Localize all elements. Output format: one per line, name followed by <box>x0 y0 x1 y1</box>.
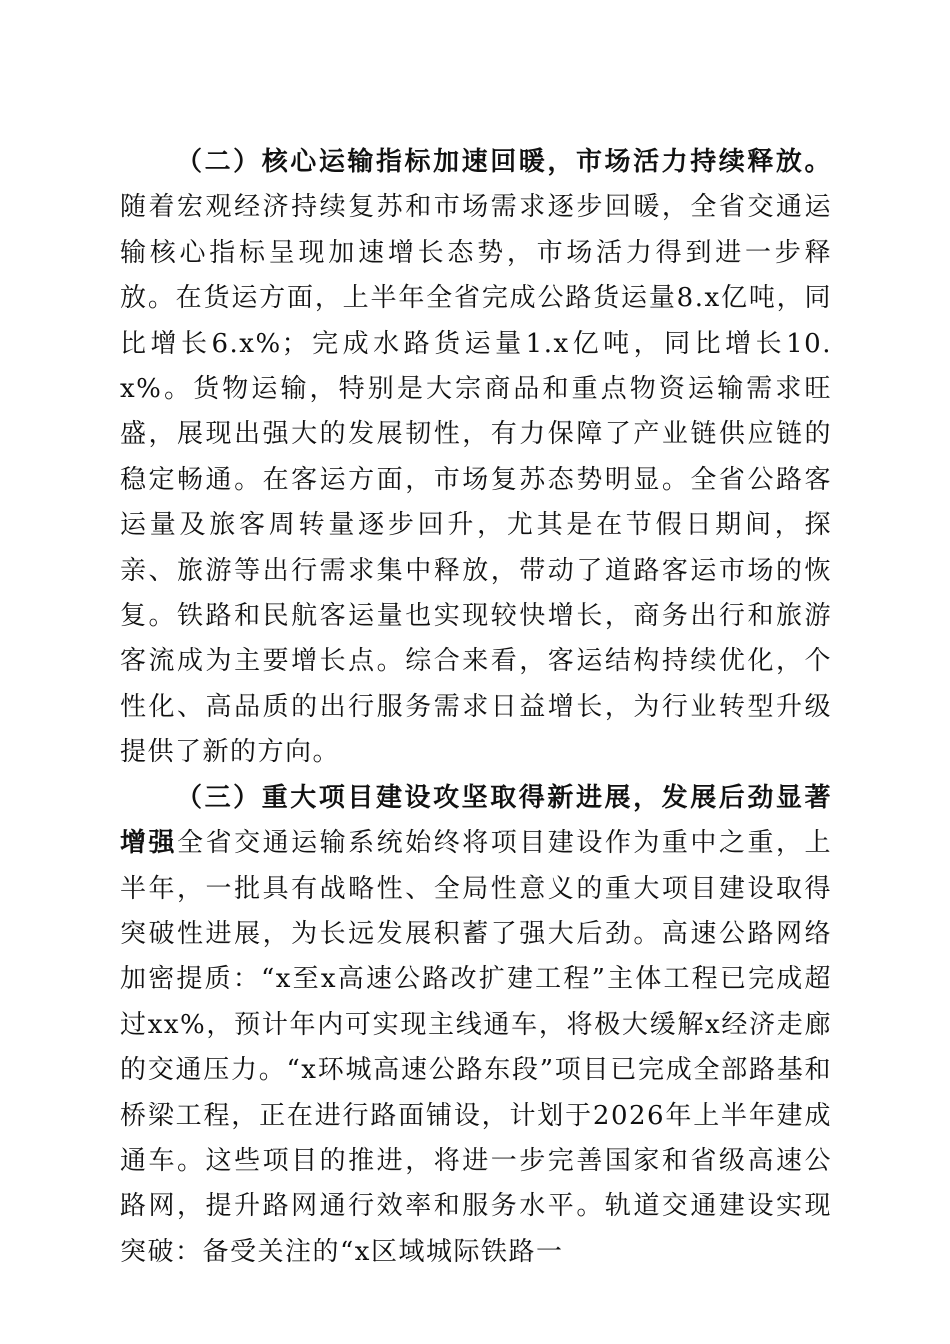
section-3-body: 全省交通运输系统始终将项目建设作为重中之重，上半年，一批具有战略性、全局性意义的重大项目建设取得突破性进展，为长远发展积蓄了强大后劲。高速公路网络加密提质：“x至x高速公路改扩建工程”主体工程已完成超过xx%，预计年内可实现主线通车，将极大缓解x经济走廊的交通压力。“x环城高速公路东段”项目已完成全部路基和桥梁工程，正在进行路面铺设，计划于2026年上半年建成通车。这些项目的推进，将进一步完善国家和省级高速公路网，提升路网通行效率和服务水平。轨道交通建设实现突破：备受关注的“x区域城际铁路一 <box>120 828 832 1267</box>
section-2-body: 随着宏观经济持续复苏和市场需求逐步回暖，全省交通运输核心指标呈现加速增长态势，市场活力得到进一步释放。在货运方面，上半年全省完成公路货运量8.x亿吨，同比增长6.x%；完成水路货运量1.x亿吨，同比增长10.x%。货物运输，特别是大宗商品和重点物资运输需求旺盛，展现出强大的发展韧性，有力保障了产业链供应链的稳定畅通。在客运方面，市场复苏态势明显。全省公路客运量及旅客周转量逐步回升，尤其是在节假日期间，探亲、旅游等出行需求集中释放，带动了道路客运市场的恢复。铁路和民航客运量也实现较快增长，商务出行和旅游客流成为主要增长点。综合来看，客运结构持续优化，个性化、高品质的出行服务需求日益增长，为行业转型升级提供了新的方向。 <box>120 192 832 768</box>
paragraph-section-2 <box>120 140 832 776</box>
document-body <box>120 140 832 1275</box>
section-2-heading: （二）核心运输指标加速回暖，市场活力持续释放。 <box>176 147 832 177</box>
paragraph-section-3 <box>120 776 832 1275</box>
section-3-heading: （三）重大项目建设攻坚取得新进展，发展后劲显著增强 <box>120 782 832 859</box>
